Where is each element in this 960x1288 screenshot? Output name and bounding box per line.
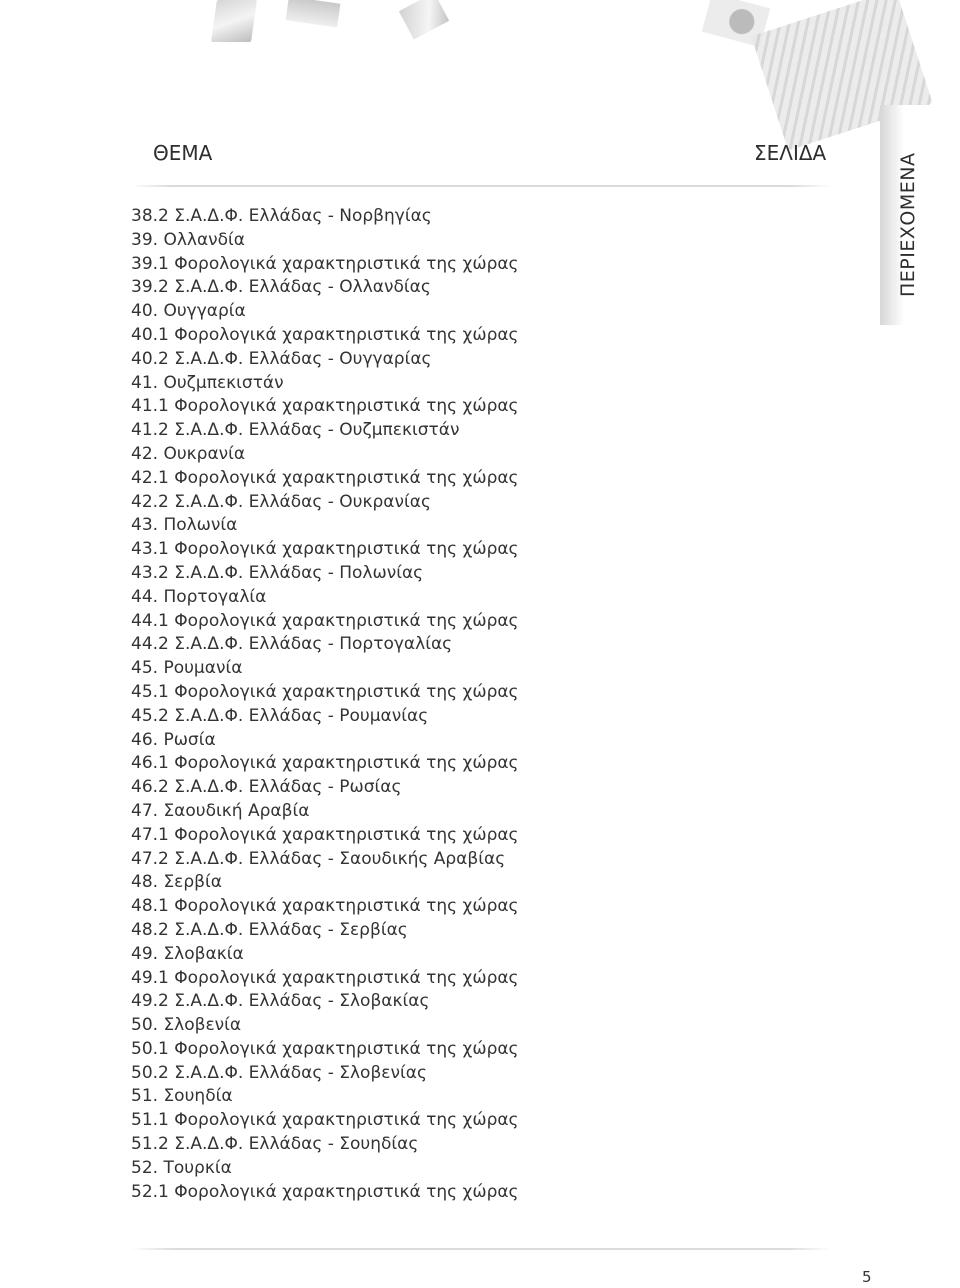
table-of-contents bbox=[131, 205, 831, 1204]
header-paper-image bbox=[399, 0, 449, 40]
toc-entry: 49. Σλοβακία bbox=[131, 943, 244, 964]
toc-entry: 48.1 Φορολογικά χαρακτηριστικά της χώρας bbox=[131, 896, 519, 917]
toc-entry: 43.2 Σ.Α.Δ.Φ. Ελλάδας - Πολωνίας bbox=[131, 562, 424, 583]
toc-entry: 39.2 Σ.Α.Δ.Φ. Ελλάδας - Ολλανδίας bbox=[131, 277, 431, 298]
page-column-header: ΣΕΛΙΔΑ bbox=[754, 141, 827, 165]
toc-entry: 51.2 Σ.Α.Δ.Φ. Ελλάδας - Σουηδίας bbox=[131, 1134, 419, 1155]
footer-divider bbox=[131, 1248, 831, 1250]
toc-entry: 44.2 Σ.Α.Δ.Φ. Ελλάδας - Πορτογαλίας bbox=[131, 634, 453, 655]
toc-entry: 40.1 Φορολογικά χαρακτηριστικά της χώρας bbox=[131, 324, 519, 345]
toc-entry: 47. Σαουδική Αραβία bbox=[131, 800, 310, 821]
topic-column-header: ΘΕΜΑ bbox=[153, 141, 213, 165]
toc-entry: 45. Ρουμανία bbox=[131, 658, 243, 679]
toc-entry: 41.2 Σ.Α.Δ.Φ. Ελλάδας - Ουζμπεκιστάν bbox=[131, 420, 460, 441]
toc-entry: 40. Ουγγαρία bbox=[131, 301, 246, 322]
toc-entry: 52.1 Φορολογικά χαρακτηριστικά της χώρας bbox=[131, 1181, 519, 1202]
toc-entry: 43. Πολωνία bbox=[131, 515, 238, 536]
toc-entry: 44.1 Φορολογικά χαρακτηριστικά της χώρας bbox=[131, 610, 519, 631]
toc-entry: 49.1 Φορολογικά χαρακτηριστικά της χώρας bbox=[131, 967, 519, 988]
toc-entry: 41.1 Φορολογικά χαρακτηριστικά της χώρας bbox=[131, 396, 519, 417]
toc-entry: 39.1 Φορολογικά χαρακτηριστικά της χώρας bbox=[131, 253, 519, 274]
toc-entry: 38.2 Σ.Α.Δ.Φ. Ελλάδας - Νορβηγίας bbox=[131, 206, 432, 226]
toc-entry: 49.2 Σ.Α.Δ.Φ. Ελλάδας - Σλοβακίας bbox=[131, 991, 430, 1012]
toc-entry: 47.2 Σ.Α.Δ.Φ. Ελλάδας - Σαουδικής Αραβίας bbox=[131, 848, 506, 869]
contents-side-tab bbox=[880, 105, 960, 325]
toc-entry: 40.2 Σ.Α.Δ.Φ. Ελλάδας - Ουγγαρίας bbox=[131, 348, 432, 369]
toc-entry: 48.2 Σ.Α.Δ.Φ. Ελλάδας - Σερβίας bbox=[131, 919, 408, 940]
toc-entry: 50.2 Σ.Α.Δ.Φ. Ελλάδας - Σλοβενίας bbox=[131, 1062, 427, 1083]
contents-side-tab-label: ΠΕΡΙΕΧΟΜΕΝΑ bbox=[897, 152, 919, 297]
toc-entry: 52. Τουρκία bbox=[131, 1157, 232, 1178]
toc-entry: 46. Ρωσία bbox=[131, 729, 216, 750]
toc-entry: 46.2 Σ.Α.Δ.Φ. Ελλάδας - Ρωσίας bbox=[131, 777, 402, 798]
toc-entry: 41. Ουζμπεκιστάν bbox=[131, 372, 284, 393]
toc-entry: 46.1 Φορολογικά χαρακτηριστικά της χώρας bbox=[131, 753, 519, 774]
toc-entry: 50.1 Φορολογικά χαρακτηριστικά της χώρας bbox=[131, 1038, 519, 1059]
toc-entry: 48. Σερβία bbox=[131, 872, 222, 893]
toc-entry: 42.1 Φορολογικά χαρακτηριστικά της χώρας bbox=[131, 467, 519, 488]
header-paper-image bbox=[211, 0, 257, 42]
toc-entry: 43.1 Φορολογικά χαρακτηριστικά της χώρας bbox=[131, 539, 519, 560]
toc-entry: 39. Ολλανδία bbox=[131, 229, 246, 250]
toc-entry: 47.1 Φορολογικά χαρακτηριστικά της χώρας bbox=[131, 824, 519, 845]
toc-entry: 45.2 Σ.Α.Δ.Φ. Ελλάδας - Ρουμανίας bbox=[131, 705, 429, 726]
toc-entry: 45.1 Φορολογικά χαρακτηριστικά της χώρας bbox=[131, 681, 519, 702]
toc-entry: 44. Πορτογαλία bbox=[131, 586, 267, 607]
toc-entry: 42.2 Σ.Α.Δ.Φ. Ελλάδας - Ουκρανίας bbox=[131, 491, 431, 512]
toc-entry: 51.1 Φορολογικά χαρακτηριστικά της χώρας bbox=[131, 1110, 519, 1131]
toc-entry: 50. Σλοβενία bbox=[131, 1015, 242, 1036]
header-divider bbox=[131, 185, 831, 187]
page-number: 5 bbox=[862, 1268, 872, 1286]
toc-entry: 51. Σουηδία bbox=[131, 1086, 233, 1107]
header-paper-image bbox=[286, 0, 341, 28]
toc-entry: 42. Ουκρανία bbox=[131, 443, 246, 464]
